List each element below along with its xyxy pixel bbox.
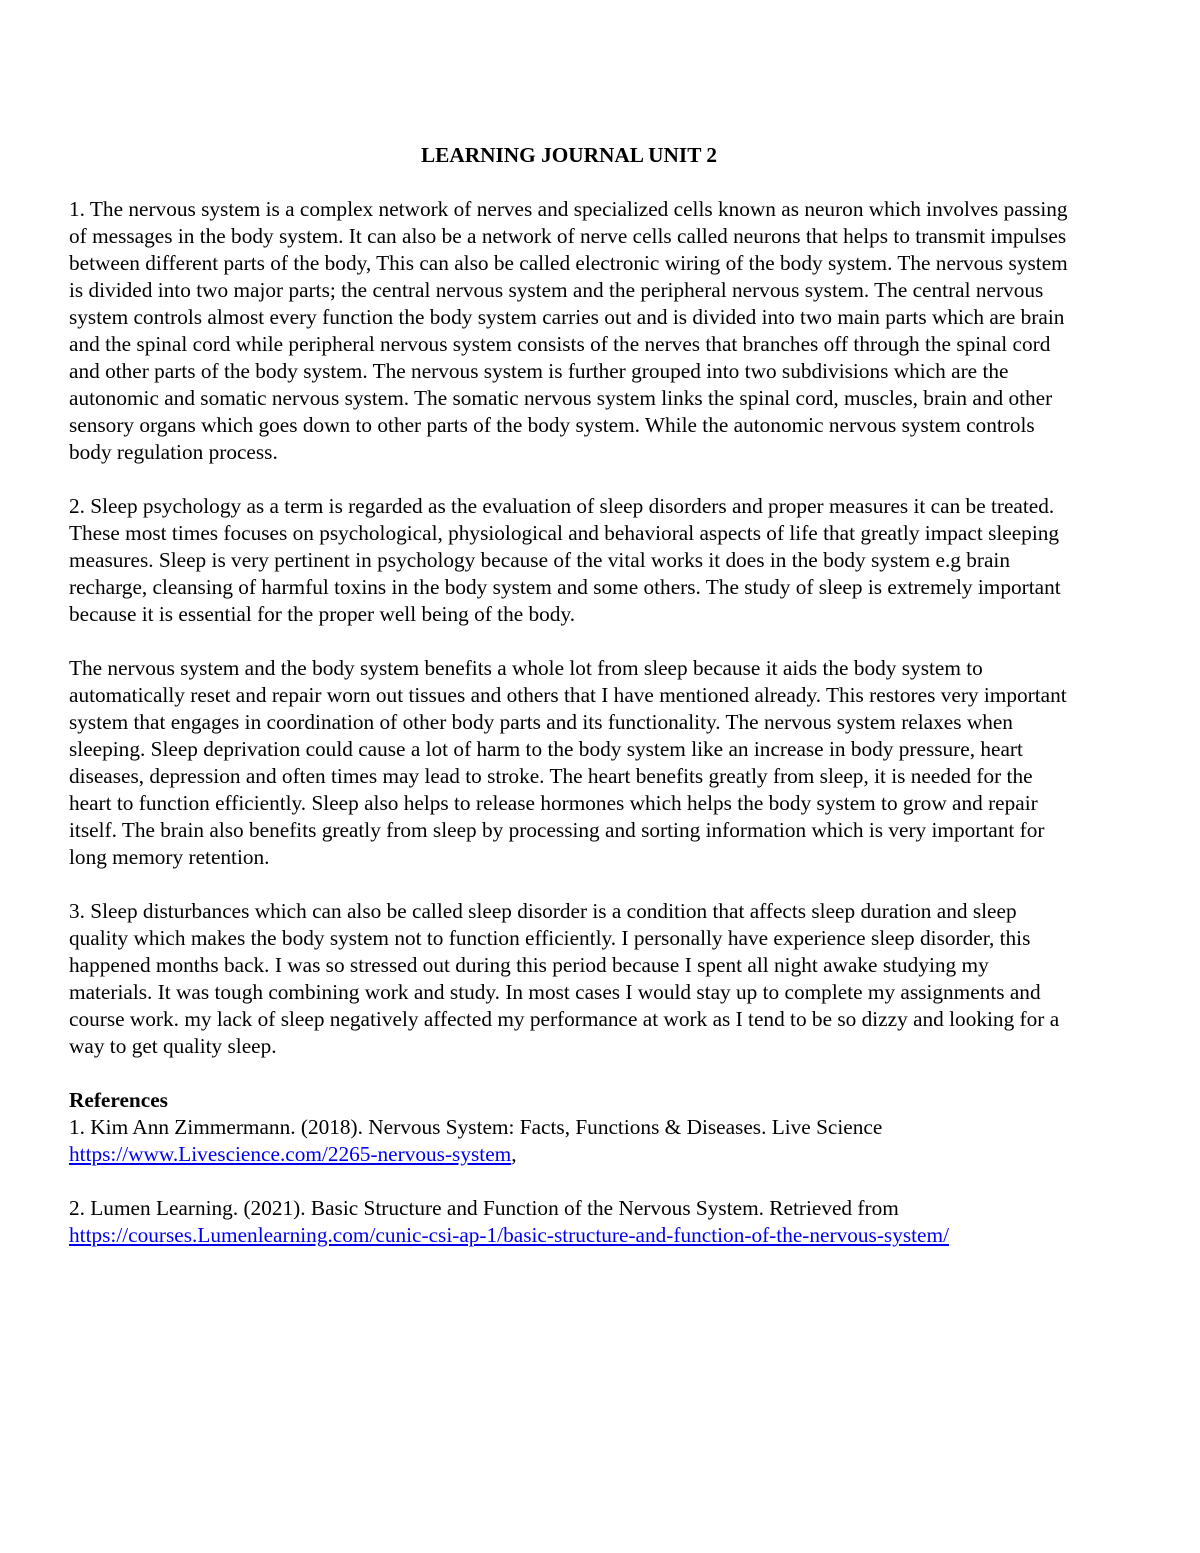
reference-text-1: 1. Kim Ann Zimmermann. (2018). Nervous System: Facts, Functions & Diseases. Live Science	[69, 1115, 883, 1139]
paragraph-2: 2. Sleep psychology as a term is regarded as the evaluation of sleep disorders and proper measures it can be treated. These most times focuses on psychological, physiological and behavioral aspects of life that greatly impact sleeping measures. Sleep is very pertinent in psychology because of the vital works it does in the body system e.g brain recharge, cleansing of harmful toxins in the body system and some others. The study of sleep is extremely important because it is essential for the proper well being of the body.	[69, 494, 1061, 626]
reference-item-1	[69, 1114, 1069, 1168]
reference-link-line-1	[69, 1141, 1069, 1168]
document-body	[69, 142, 1069, 1249]
reference-item-2	[69, 1195, 1069, 1249]
reference-text-2: 2. Lumen Learning. (2021). Basic Structure and Function of the Nervous System. Retrieved from	[69, 1196, 899, 1220]
reference-link-1[interactable]: https://www.Livescience.com/2265-nervous-system	[69, 1142, 512, 1166]
references-heading: References	[69, 1088, 168, 1112]
paragraph-3: The nervous system and the body system benefits a whole lot from sleep because it aids the body system to automatically reset and repair worn out tissues and others that I have mentioned already. This restores very important system that engages in coordination of other body parts and its functionality. The nervous system relaxes when sleeping. Sleep deprivation could cause a lot of harm to the body system like an increase in body pressure, heart diseases, depression and often times may lead to stroke. The heart benefits greatly from sleep, it is needed for the heart to function efficiently. Sleep also helps to release hormones which helps the body system to grow and repair itself. The brain also benefits greatly from sleep by processing and sorting information which is very important for long memory retention.	[69, 656, 1067, 869]
paragraph-1: 1. The nervous system is a complex network of nerves and specialized cells known as neuron which involves passing of messages in the body system. It can also be a network of nerve cells called neurons that helps to transmit impulses between different parts of the body, This can also be called electronic wiring of the body system. The nervous system is divided into two major parts; the central nervous system and the peripheral nervous system. The central nervous system controls almost every function the body system carries out and is divided into two main parts which are brain and the spinal cord while peripheral nervous system consists of the nerves that branches off through the spinal cord and other parts of the body system. The nervous system is further grouped into two subdivisions which are the autonomic and somatic nervous system. The somatic nervous system links the spinal cord, muscles, brain and other sensory organs which goes down to other parts of the body system. While the autonomic nervous system controls body regulation process.	[69, 197, 1068, 464]
reference-link-2[interactable]: https://courses.Lumenlearning.com/cunic-csi-ap-1/basic-structure-and-function-of-the-nervous-system/	[69, 1223, 949, 1247]
page-title: LEARNING JOURNAL UNIT 2	[420, 143, 718, 167]
reference-link-line-2	[69, 1222, 1069, 1249]
paragraph-4: 3. Sleep disturbances which can also be called sleep disorder is a condition that affects sleep duration and sleep quality which makes the body system not to function efficiently. I personally have experience sleep disorder, this happened months back. I was so stressed out during this period because I spent all night awake studying my materials. It was tough combining work and study. In most cases I would stay up to complete my assignments and course work. my lack of sleep negatively affected my performance at work as I tend to be so dizzy and looking for a way to get quality sleep.	[69, 899, 1060, 1058]
reference-spacer	[69, 1168, 1069, 1195]
reference-trailing-1: ,	[511, 1142, 517, 1166]
